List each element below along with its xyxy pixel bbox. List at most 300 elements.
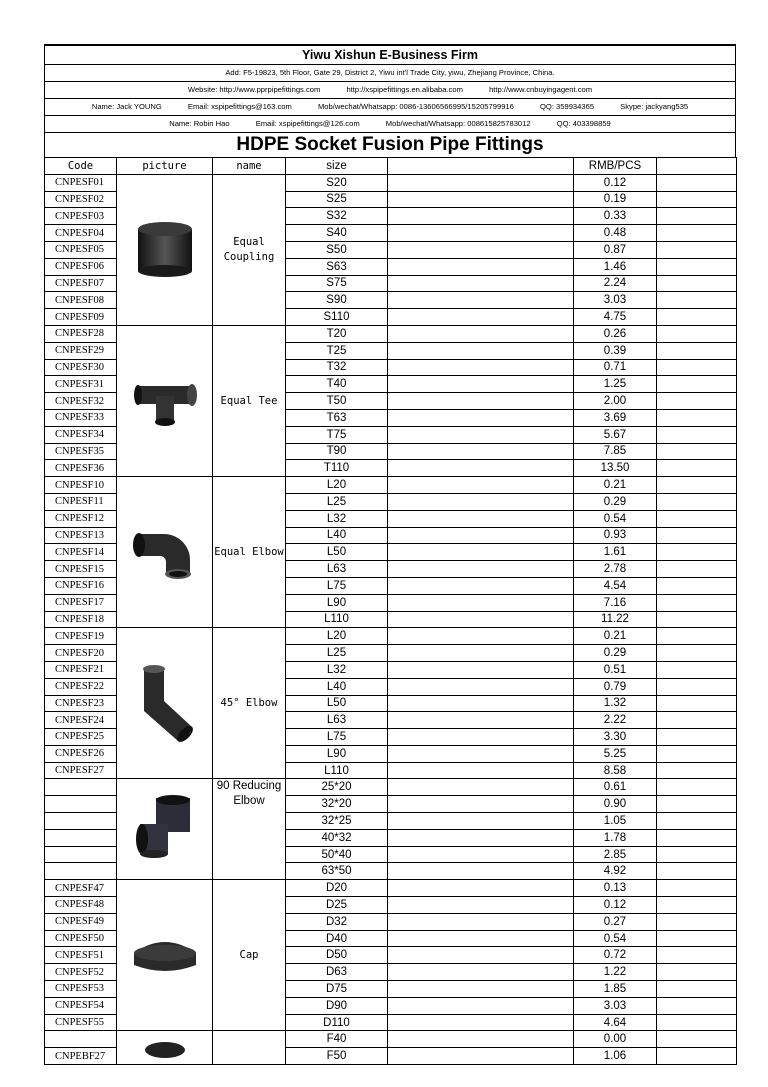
product-code: CNPESF48 [45,897,117,914]
product-size: L40 [286,678,388,695]
product-code: CNPESF28 [45,325,117,342]
empty-cell [388,779,574,796]
product-code: CNPESF25 [45,729,117,746]
empty-cell [388,913,574,930]
empty-cell [388,1014,574,1031]
product-code: CNPESF30 [45,359,117,376]
product-size: L40 [286,527,388,544]
empty-cell [388,342,574,359]
product-size: L50 [286,695,388,712]
product-price: 0.72 [574,947,657,964]
product-name: 45° Elbow [213,628,286,779]
contact-phone: Mob/wechat/Whatsapp: 0086-13606566995/15205799916 [317,102,514,111]
empty-cell [388,409,574,426]
empty-cell [388,611,574,628]
product-size: T63 [286,409,388,426]
contact-name: Name: Robin Hao [169,119,230,128]
empty-cell [657,796,737,813]
product-size: 32*20 [286,796,388,813]
empty-cell [388,930,574,947]
product-price: 1.78 [574,829,657,846]
product-size: T110 [286,460,388,477]
empty-cell [388,863,574,880]
empty-cell [388,880,574,897]
contact-skype: Skype: jackyang535 [620,102,689,111]
product-size: F40 [286,1031,388,1048]
product-price: 2.22 [574,712,657,729]
empty-cell [388,577,574,594]
product-price: 11.22 [574,611,657,628]
product-price: 1.32 [574,695,657,712]
empty-cell [657,460,737,477]
product-code: CNPESF33 [45,409,117,426]
empty-cell [657,628,737,645]
product-price: 3.03 [574,997,657,1014]
empty-cell [388,561,574,578]
column-header-name: name [213,158,286,175]
product-size: D40 [286,930,388,947]
product-code: CNPESF47 [45,880,117,897]
product-code: CNPESF17 [45,594,117,611]
product-price: 1.05 [574,813,657,830]
empty-cell [657,897,737,914]
product-size: D25 [286,897,388,914]
product-code: CNPESF49 [45,913,117,930]
website-link-2[interactable]: http://xspipefittings.en.alibaba.com [346,85,463,94]
product-size: T75 [286,426,388,443]
empty-cell [657,930,737,947]
product-size: L110 [286,611,388,628]
elbow-90-icon [130,571,200,583]
empty-cell [657,611,737,628]
empty-cell [388,493,574,510]
empty-cell [388,729,574,746]
contact-phone: Mob/wechat/Whatsapp: 008615825783012 [385,119,531,128]
empty-cell [388,426,574,443]
product-code: CNPEBF27 [45,1048,117,1065]
product-picture [117,628,213,779]
empty-cell [388,796,574,813]
product-price: 0.54 [574,930,657,947]
product-size: D90 [286,997,388,1014]
product-code: CNPESF21 [45,661,117,678]
empty-cell [657,863,737,880]
product-size: D110 [286,1014,388,1031]
empty-cell [388,258,574,275]
product-size: S75 [286,275,388,292]
product-size: D32 [286,913,388,930]
product-size: L75 [286,729,388,746]
product-code: CNPESF50 [45,930,117,947]
empty-cell [388,460,574,477]
product-price: 0.26 [574,325,657,342]
table-row [45,174,737,191]
empty-cell [388,981,574,998]
table-row [45,779,737,796]
empty-cell [657,645,737,662]
empty-cell [388,897,574,914]
product-size: S40 [286,225,388,242]
product-size: L25 [286,645,388,662]
product-name [213,1031,286,1065]
product-price: 3.69 [574,409,657,426]
product-size: T20 [286,325,388,342]
product-size: S20 [286,174,388,191]
product-price: 3.03 [574,292,657,309]
empty-cell [657,174,737,191]
product-price: 3.30 [574,729,657,746]
product-code [45,779,117,796]
website-row [44,81,736,98]
empty-cell [657,695,737,712]
product-code: CNPESF12 [45,510,117,527]
empty-cell [388,1048,574,1065]
empty-cell [388,208,574,225]
product-code [45,829,117,846]
empty-cell [657,510,737,527]
empty-cell [388,174,574,191]
product-price: 5.67 [574,426,657,443]
product-price: 1.85 [574,981,657,998]
product-code: CNPESF35 [45,443,117,460]
empty-cell [657,779,737,796]
product-size: D63 [286,964,388,981]
product-name: 90 Reducing Elbow [213,779,286,880]
empty-cell [657,678,737,695]
product-size: F50 [286,1048,388,1065]
empty-cell [388,678,574,695]
tee-icon [132,417,198,429]
product-price: 0.00 [574,1031,657,1048]
website-link-3[interactable]: http://www.cnbuyingagent.com [489,85,593,94]
product-price: 13.50 [574,460,657,477]
product-size: T32 [286,359,388,376]
product-code: CNPESF07 [45,275,117,292]
product-size: L20 [286,477,388,494]
product-picture [117,779,213,880]
product-price: 2.78 [574,561,657,578]
empty-cell [657,443,737,460]
product-price: 0.27 [574,913,657,930]
product-price: 0.51 [574,661,657,678]
product-size: S50 [286,241,388,258]
product-price: 1.25 [574,376,657,393]
empty-cell [388,762,574,779]
price-sheet [44,44,736,1065]
empty-cell [657,745,737,762]
empty-cell [657,477,737,494]
product-size: T50 [286,393,388,410]
empty-cell [388,527,574,544]
product-code: CNPESF22 [45,678,117,695]
product-size: S90 [286,292,388,309]
product-price: 0.21 [574,477,657,494]
product-name: Equal Tee [213,325,286,476]
product-price: 0.79 [574,678,657,695]
empty-cell [388,997,574,1014]
price-table [44,157,737,1065]
product-price: 2.85 [574,846,657,863]
product-price: 0.12 [574,897,657,914]
product-price: 0.29 [574,645,657,662]
empty-cell [657,577,737,594]
column-header-price: RMB/PCS [574,158,657,175]
product-code: CNPESF19 [45,628,117,645]
product-size: S32 [286,208,388,225]
product-code: CNPESF32 [45,393,117,410]
empty-cell [388,594,574,611]
column-header-code: Code [45,158,117,175]
product-size: 63*50 [286,863,388,880]
product-price: 0.93 [574,527,657,544]
product-code: CNPESF31 [45,376,117,393]
product-price: 0.33 [574,208,657,225]
empty-cell [657,309,737,326]
empty-cell [388,225,574,242]
product-price: 0.29 [574,493,657,510]
product-size: L50 [286,544,388,561]
product-price: 0.87 [574,241,657,258]
product-size: L20 [286,628,388,645]
reducing-elbow-icon [126,853,204,865]
product-price: 7.85 [574,443,657,460]
product-code: CNPESF20 [45,645,117,662]
website-link-1[interactable]: Website: http://www.pprpipefittings.com [187,85,321,94]
product-price: 0.71 [574,359,657,376]
product-size: 25*20 [286,779,388,796]
product-price: 1.06 [574,1048,657,1065]
product-price: 2.00 [574,393,657,410]
empty-cell [388,544,574,561]
empty-cell [657,258,737,275]
contact-qq: QQ: 359934365 [540,102,595,111]
product-price: 0.54 [574,510,657,527]
empty-cell [657,325,737,342]
empty-cell [388,477,574,494]
product-size: 32*25 [286,813,388,830]
product-price: 1.22 [574,964,657,981]
product-price: 5.25 [574,745,657,762]
empty-cell [388,1031,574,1048]
empty-cell [657,493,737,510]
firm-address: Add: F5-19823, 5th Floor, Gate 29, District 2, Yiwu int'l Trade City, yiwu, Zhejiang Province, China. [44,64,736,81]
product-code: CNPESF52 [45,964,117,981]
empty-cell [657,661,737,678]
empty-cell [657,409,737,426]
product-code: CNPESF55 [45,1014,117,1031]
cap-icon [130,968,200,980]
product-size: T40 [286,376,388,393]
empty-cell [657,393,737,410]
empty-cell [657,275,737,292]
empty-cell [388,947,574,964]
empty-cell [388,158,574,175]
empty-cell [657,1031,737,1048]
product-size: S110 [286,309,388,326]
product-size: L75 [286,577,388,594]
empty-cell [657,913,737,930]
empty-cell [388,964,574,981]
empty-cell [388,393,574,410]
empty-cell [657,880,737,897]
product-picture [117,477,213,628]
product-price: 0.19 [574,191,657,208]
product-price: 0.12 [574,174,657,191]
empty-cell [388,359,574,376]
empty-cell [388,241,574,258]
product-code: CNPESF03 [45,208,117,225]
empty-cell [657,947,737,964]
product-code: CNPESF27 [45,762,117,779]
product-price: 4.92 [574,863,657,880]
empty-cell [657,1048,737,1065]
empty-cell [657,208,737,225]
product-code: CNPESF29 [45,342,117,359]
empty-cell [388,628,574,645]
product-size: L90 [286,594,388,611]
empty-cell [657,964,737,981]
product-code: CNPESF09 [45,309,117,326]
product-size: L63 [286,712,388,729]
empty-cell [388,813,574,830]
product-code: CNPESF51 [45,947,117,964]
product-size: 50*40 [286,846,388,863]
empty-cell [657,544,737,561]
product-code: CNPESF24 [45,712,117,729]
product-size: D20 [286,880,388,897]
empty-cell [388,443,574,460]
empty-cell [388,275,574,292]
product-price: 2.24 [574,275,657,292]
product-price: 4.75 [574,309,657,326]
product-price: 4.64 [574,1014,657,1031]
empty-cell [388,712,574,729]
product-code: CNPESF13 [45,527,117,544]
product-code: CNPESF54 [45,997,117,1014]
empty-cell [388,745,574,762]
empty-cell [657,1014,737,1031]
product-name: Cap [213,880,286,1031]
product-size: L110 [286,762,388,779]
product-code [45,813,117,830]
product-size: D75 [286,981,388,998]
empty-cell [388,325,574,342]
empty-cell [388,510,574,527]
product-code: CNPESF26 [45,745,117,762]
empty-cell [657,359,737,376]
product-size: L90 [286,745,388,762]
product-price: 0.13 [574,880,657,897]
column-header-picture: picture [117,158,213,175]
empty-cell [388,829,574,846]
product-code [45,796,117,813]
product-code [45,1031,117,1048]
contact-email: Email: xspipefittings@163.com [187,102,292,111]
product-picture [117,1031,213,1065]
empty-cell [657,997,737,1014]
empty-cell [657,292,737,309]
product-code: CNPESF05 [45,241,117,258]
product-code: CNPESF11 [45,493,117,510]
empty-cell [657,158,737,175]
table-row [45,325,737,342]
product-code: CNPESF06 [45,258,117,275]
empty-cell [657,376,737,393]
elbow-45-icon [130,734,200,746]
product-size: D50 [286,947,388,964]
table-row [45,477,737,494]
empty-cell [657,527,737,544]
empty-cell [657,813,737,830]
empty-cell [657,426,737,443]
product-price: 1.61 [574,544,657,561]
product-size: L32 [286,661,388,678]
product-price: 7.16 [574,594,657,611]
product-size: T90 [286,443,388,460]
empty-cell [388,191,574,208]
product-size: T25 [286,342,388,359]
product-price: 0.48 [574,225,657,242]
product-code: CNPESF53 [45,981,117,998]
product-picture [117,880,213,1031]
column-header-size: size [286,158,388,175]
empty-cell [657,191,737,208]
empty-cell [657,846,737,863]
empty-cell [388,695,574,712]
product-size: 40*32 [286,829,388,846]
empty-cell [657,729,737,746]
product-code: CNPESF10 [45,477,117,494]
product-size: S25 [286,191,388,208]
coupling-icon [134,268,196,280]
table-row [45,1031,737,1048]
empty-cell [388,645,574,662]
column-header-row [45,158,737,175]
product-size: S63 [286,258,388,275]
empty-cell [657,561,737,578]
product-code [45,846,117,863]
product-code: CNPESF16 [45,577,117,594]
sheet-title: HDPE Socket Fusion Pipe Fittings [44,132,736,157]
product-picture [117,325,213,476]
product-code [45,863,117,880]
empty-cell [388,661,574,678]
product-code: CNPESF23 [45,695,117,712]
product-size: L25 [286,493,388,510]
product-name: Equal Elbow [213,477,286,628]
product-name: Equal Coupling [213,174,286,325]
empty-cell [657,762,737,779]
empty-cell [657,981,737,998]
product-code: CNPESF36 [45,460,117,477]
product-picture [117,174,213,325]
table-row [45,628,737,645]
product-price: 0.61 [574,779,657,796]
table-row [45,880,737,897]
empty-cell [388,846,574,863]
product-code: CNPESF08 [45,292,117,309]
empty-cell [657,225,737,242]
product-price: 0.39 [574,342,657,359]
empty-cell [388,292,574,309]
empty-cell [388,309,574,326]
empty-cell [388,376,574,393]
product-price: 0.90 [574,796,657,813]
product-code: CNPESF15 [45,561,117,578]
empty-cell [657,342,737,359]
product-code: CNPESF04 [45,225,117,242]
product-size: L32 [286,510,388,527]
